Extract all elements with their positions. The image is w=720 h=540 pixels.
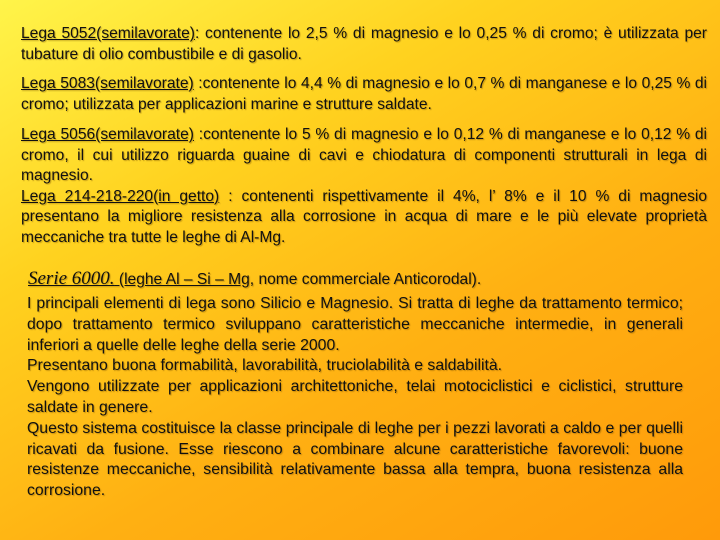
serie-6000-applications-text: Vengono utilizzate per applicazioni architettoniche, telai motociclistici e ciclistici, strutture saldate in genere. bbox=[27, 378, 683, 416]
lega-5083-text: :contenente lo 4,4 % di magnesio e lo 0,7 % di manganese e lo 0,25 % di cromo; utilizzata per applicazioni marine e strutture saldate. bbox=[21, 75, 708, 113]
serie-6000-description bbox=[27, 294, 683, 502]
lega-5052-heading: Lega 5052(semilavorate) bbox=[21, 25, 195, 42]
serie-6000-alloy-family: (leghe Al – Si – Mg bbox=[114, 271, 250, 288]
lega-214-218-220-heading: Lega 214-218-220(in getto) bbox=[21, 187, 220, 205]
serie-6000-elements-text: I principali elementi di lega sono Silicio e Magnesio. Si tratta di leghe da trattamento termico; dopo trattamento termico sviluppano caratteristiche meccaniche intermedie, in generali inferiori a quelle delle leghe della serie 2000. bbox=[27, 295, 683, 354]
serie-6000-title: Serie 6000. bbox=[28, 268, 115, 289]
serie-6000-commercial-name: , nome commerciale Anticorodal). bbox=[249, 271, 482, 288]
paragraph-lega-5052 bbox=[21, 24, 707, 65]
paragraph-lega-5083 bbox=[21, 74, 707, 115]
lega-214-218-220-text: : contenenti rispettivamente il 4%, l’ 8% e il 10 % di magnesio presentano la migliore resistenza alla corrosione in acqua di mare e le più elevate proprietà meccaniche tra tutte le leghe di Al-Mg. bbox=[21, 187, 708, 246]
lega-5056-heading: Lega 5056(semilavorate) bbox=[21, 126, 194, 143]
lega-5056-text: :contenente lo 5 % di magnesio e lo 0,12 % di manganese e lo 0,12 % di cromo, il cui utilizzo riguarda guaine di cavi e chiodatura di componenti strutturali in lega di magnesio. bbox=[21, 126, 707, 184]
lega-5052-text: : contenente lo 2,5 % di magnesio e lo 0,25 % di cromo; è utilizzata per tubature di olio combustibile e di gasolio. bbox=[21, 25, 707, 63]
lega-5083-heading: Lega 5083(semilavorate) bbox=[21, 75, 194, 92]
serie-6000-properties-text: Presentano buona formabilità, lavorabilità, truciolabilità e saldabilità. bbox=[27, 357, 503, 375]
serie-6000-heading-line bbox=[28, 268, 481, 290]
serie-6000-system-text: Questo sistema costituisce la classe principale di leghe per i pezzi lavorati a caldo e per quelli ricavati da fusione. Esse riescono a combinare alcune caratteristiche favorevoli: buone resistenze meccaniche, sensibilità relativamente bassa alla tempra, buona resistenza alla corrosione. bbox=[27, 419, 683, 500]
paragraph-lega-5056-and-214 bbox=[21, 125, 707, 248]
